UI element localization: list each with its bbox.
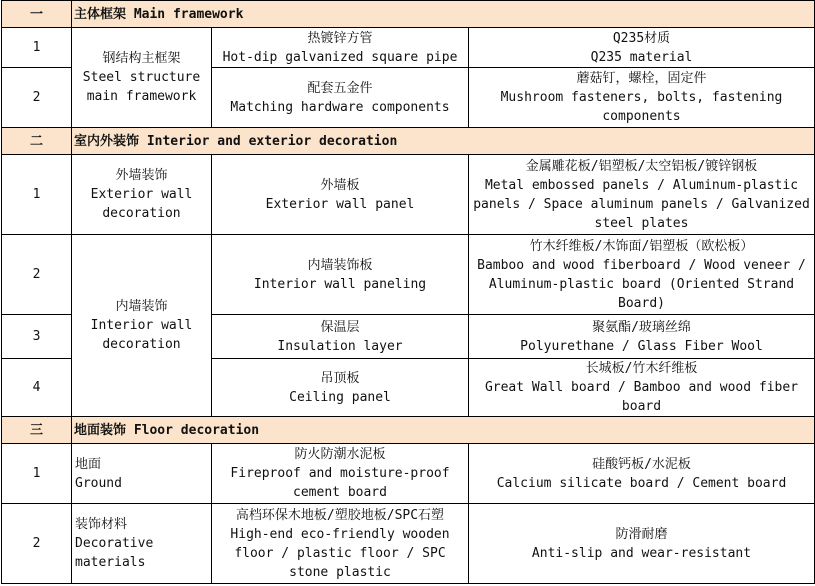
category-en: Steel structure main framework <box>82 70 201 104</box>
category-cell <box>72 235 212 417</box>
category-zh: 内墙装饰 <box>115 299 168 314</box>
item-cell <box>212 68 469 128</box>
material-cell <box>469 444 815 504</box>
table-row <box>2 155 815 235</box>
item-zh: 外墙板 <box>320 177 360 193</box>
material-zh: 蘑菇钉，螺栓，固定件 <box>576 71 707 86</box>
category-zh: 装饰材料 <box>75 517 128 532</box>
material-en: Metal embossed panels / Aluminum-plastic panels / Space aluminum panels / Galvanized steel plates <box>473 177 810 231</box>
category-cell <box>72 444 212 504</box>
material-zh: 聚氨酯/玻璃丝绵 <box>592 319 691 335</box>
item-zh: 吊顶板 <box>320 370 360 386</box>
category-cell <box>72 504 212 584</box>
material-cell <box>469 28 815 68</box>
section-header-interior-exterior <box>2 128 815 155</box>
material-zh: 硅酸钙板/水泥板 <box>592 456 691 472</box>
item-zh: 内墙装饰板 <box>307 257 373 273</box>
category-en: Exterior wall decoration <box>90 187 193 221</box>
row-number: 1 <box>2 28 72 68</box>
material-en: Polyurethane / Glass Fiber Wool <box>520 338 763 354</box>
material-en: Calcium silicate board / Cement board <box>496 475 787 491</box>
item-en: High-end eco-friendly wooden floor / plastic floor / SPC stone plastic <box>230 526 450 580</box>
material-zh: 防滑耐磨 <box>615 526 668 542</box>
material-cell <box>469 155 815 235</box>
material-cell <box>469 504 815 584</box>
item-cell <box>212 359 469 417</box>
item-en: Fireproof and moisture-proof cement board <box>230 466 450 500</box>
material-cell <box>469 359 815 417</box>
category-cell <box>72 155 212 235</box>
row-number: 4 <box>2 359 72 417</box>
section-title: 主体框架 Main framework <box>72 1 815 28</box>
item-en: Insulation layer <box>277 338 403 354</box>
material-en: Mushroom fasteners, bolts, fastening components <box>500 90 783 124</box>
material-en: Bamboo and wood fiberboard / Wood veneer / Aluminum-plastic board (Oriented Strand Board) <box>477 257 806 311</box>
item-en: Hot-dip galvanized square pipe <box>222 49 458 65</box>
material-cell <box>469 315 815 359</box>
category-en: Ground <box>75 475 122 491</box>
material-cell <box>469 235 815 315</box>
item-zh: 防火防潮水泥板 <box>294 447 386 462</box>
row-number: 3 <box>2 315 72 359</box>
material-en: Anti-slip and wear-resistant <box>531 545 752 561</box>
item-cell <box>212 235 469 315</box>
row-number: 2 <box>2 504 72 584</box>
item-zh: 高档环保木地板/塑胶地板/SPC石塑 <box>235 507 445 523</box>
item-en: Matching hardware components <box>230 99 450 115</box>
category-en: Decorative materials <box>75 536 154 570</box>
table-row <box>2 28 815 68</box>
section-number: 一 <box>2 1 72 28</box>
item-cell <box>212 155 469 235</box>
category-zh: 外墙装饰 <box>115 168 168 183</box>
material-en: Q235 material <box>590 49 693 65</box>
item-zh: 配套五金件 <box>307 80 373 96</box>
item-zh: 保温层 <box>320 319 360 335</box>
category-cell <box>72 28 212 128</box>
row-number: 1 <box>2 444 72 504</box>
row-number: 2 <box>2 235 72 315</box>
table-row <box>2 235 815 315</box>
item-en: Ceiling panel <box>289 389 391 405</box>
material-zh: 长城板/竹木纤维板 <box>585 361 698 376</box>
section-number: 二 <box>2 128 72 155</box>
item-cell <box>212 504 469 584</box>
material-zh: 竹木纤维板/木饰面/铝塑板（欧松板） <box>529 238 754 254</box>
section-title: 室内外装饰 Interior and exterior decoration <box>72 128 815 155</box>
item-zh: 热镀锌方管 <box>307 30 373 46</box>
item-cell <box>212 444 469 504</box>
category-en: Interior wall decoration <box>90 318 193 352</box>
section-header-main-framework <box>2 1 815 28</box>
section-number: 三 <box>2 417 72 444</box>
material-zh: 金属雕花板/铝塑板/太空铝板/镀锌钢板 <box>525 158 758 174</box>
item-cell <box>212 28 469 68</box>
category-zh: 地面 <box>75 456 102 472</box>
table-row <box>2 504 815 584</box>
category-zh: 钢结构主框架 <box>102 51 181 66</box>
item-en: Interior wall paneling <box>253 276 427 292</box>
item-cell <box>212 315 469 359</box>
specification-table <box>1 0 815 584</box>
material-en: Great Wall board / Bamboo and wood fiber board <box>484 380 799 414</box>
material-cell <box>469 68 815 128</box>
material-zh: Q235材质 <box>612 30 671 46</box>
section-title: 地面装饰 Floor decoration <box>72 417 815 444</box>
row-number: 1 <box>2 155 72 235</box>
table-row <box>2 444 815 504</box>
item-en: Exterior wall panel <box>265 196 415 212</box>
row-number: 2 <box>2 68 72 128</box>
section-header-floor-decoration <box>2 417 815 444</box>
